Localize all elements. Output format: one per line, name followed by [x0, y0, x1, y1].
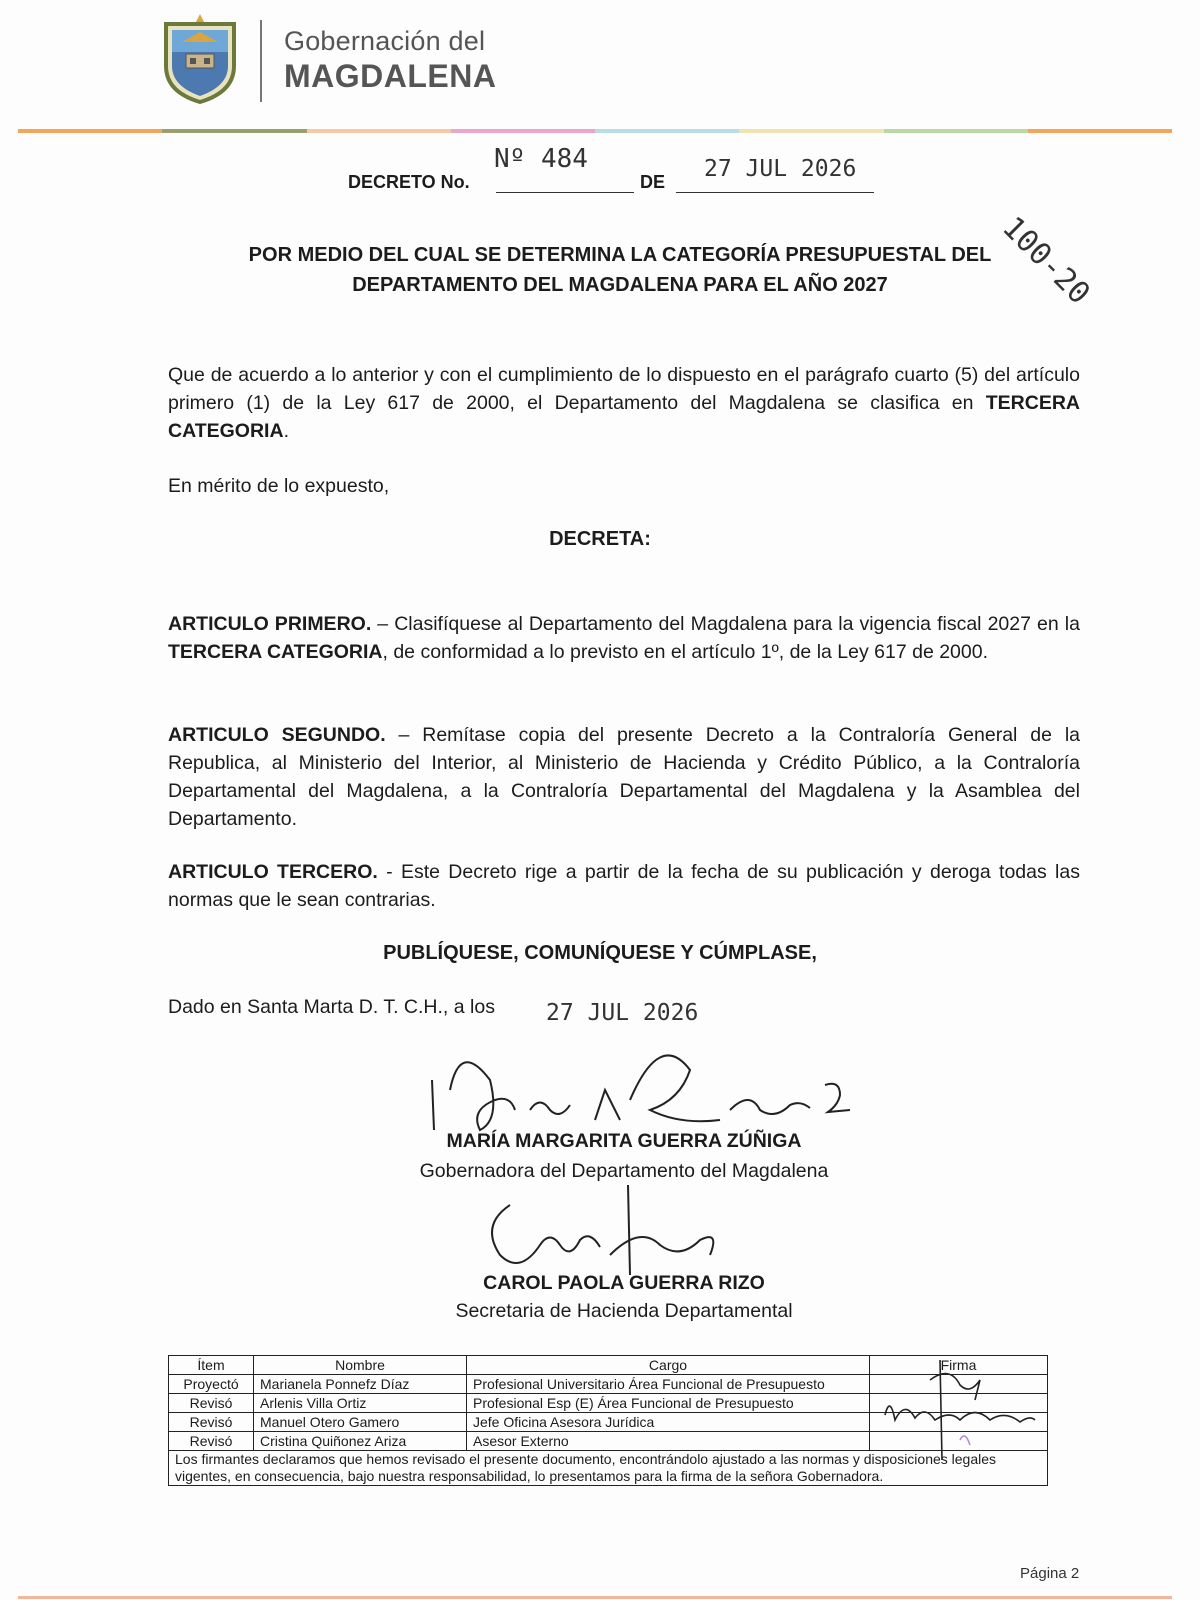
color-bar-segment: [739, 129, 883, 133]
page-number: Página 2: [1020, 1565, 1080, 1582]
decree-title-line1: POR MEDIO DEL CUAL SE DETERMINA LA CATEGORÍA PRESUPUESTAL DEL: [248, 244, 992, 266]
header-title-line2: MAGDALENA: [284, 58, 497, 94]
article-second-label: ARTICULO SEGUNDO.: [168, 724, 386, 746]
side-registry-stamp: 100-20: [995, 210, 1097, 312]
review-declaration: Los firmantes declaramos que hemos revisado el presente documento, encontrándolo ajustado a las normas y disposiciones legales vigentes, en consecuencia, bajo nuestra responsabilidad, lo presentamos para la firma de la señora Gobernadora.: [169, 1451, 1048, 1486]
article-third-label: ARTICULO TERCERO.: [168, 861, 378, 883]
header-name: Nombre: [254, 1356, 467, 1375]
row-name: Cristina Quiñonez Ariza: [254, 1432, 467, 1451]
row-name: Arlenis Villa Ortiz: [254, 1394, 467, 1413]
article-first: [168, 610, 1080, 666]
color-bar-segment: [595, 129, 739, 133]
governor-signature: [420, 1050, 880, 1140]
header-divider: [260, 20, 262, 102]
decree-date-stamp: 27 JUL 2026: [704, 156, 857, 182]
row-name: Manuel Otero Gamero: [254, 1413, 467, 1432]
color-bar-segment: [162, 129, 306, 133]
article-first-text1: – Clasifíquese al Departamento del Magdalena para la vigencia fiscal 2027 en la: [371, 613, 1080, 635]
article-third-text: - Este Decreto rige a partir de la fecha de su publicación y deroga todas las normas que le sean contrarias.: [168, 861, 1080, 911]
reviewer-signatures: [880, 1360, 1040, 1460]
secretary-role: Secretaria de Hacienda Departamental: [455, 1300, 793, 1322]
article-first-text2: , de conformidad a lo previsto en el artículo 1º, de la Ley 617 de 2000.: [382, 641, 989, 663]
article-first-bold: TERCERA CATEGORIA: [168, 641, 383, 663]
color-bar-segment: [307, 129, 451, 133]
color-bar-segment: [1028, 129, 1172, 133]
decreta-heading: DECRETA:: [549, 528, 651, 550]
footer-color-bar: [18, 1596, 1172, 1599]
considerando-text: Que de acuerdo a lo anterior y con el cumplimiento de lo dispuesto en el parágrafo cuarto (5) del artículo primero (1) de la Ley 617 de 2000, el Departamento del Magdalena se clasifica en: [168, 364, 1080, 414]
merito-paragraph: En mérito de lo expuesto,: [168, 475, 390, 497]
decree-number-stamp: Nº 484: [494, 144, 588, 174]
considerando-end: .: [283, 420, 289, 442]
header-item: Ítem: [169, 1356, 254, 1375]
row-item: Proyectó: [169, 1375, 254, 1394]
header-signature: Firma: [870, 1356, 1048, 1375]
row-position: Profesional Universitario Área Funcional de Presupuesto: [467, 1375, 870, 1394]
row-item: Revisó: [169, 1394, 254, 1413]
row-position: Asesor Externo: [467, 1432, 870, 1451]
decree-label: DECRETO No.: [348, 172, 470, 192]
article-second: [168, 721, 1080, 833]
row-position: Jefe Oficina Asesora Jurídica: [467, 1413, 870, 1432]
header-color-bar: [18, 129, 1172, 133]
decree-title: [200, 240, 1040, 300]
row-item: Revisó: [169, 1413, 254, 1432]
article-third: [168, 858, 1080, 914]
decree-number-underline: [496, 192, 634, 193]
row-position: Profesional Esp (E) Área Funcional de Presupuesto: [467, 1394, 870, 1413]
header-title-line1: Gobernación del: [284, 26, 486, 56]
considerando-paragraph: [168, 361, 1080, 445]
given-in-text: Dado en Santa Marta D. T. C.H., a los: [168, 996, 495, 1018]
considerando-bold: TERCERA CATEGORIA: [168, 392, 1080, 442]
header-position: Cargo: [467, 1356, 870, 1375]
governor-name: MARÍA MARGARITA GUERRA ZÚÑIGA: [446, 1130, 802, 1152]
decree-date-underline: [676, 192, 874, 193]
decree-de-label: DE: [640, 172, 666, 192]
article-second-text: – Remítase copia del presente Decreto a la Contraloría General de la Republica, al Ministerio del Interior, al Ministerio de Hacienda y Crédito Público, a la Contraloría Departamental del Magdalena, a la Contraloría Departamental del Magdalena y la Asamblea del Departamento.: [168, 724, 1080, 830]
department-coat-of-arms-logo: [160, 14, 240, 104]
row-item: Revisó: [169, 1432, 254, 1451]
color-bar-segment: [18, 129, 162, 133]
given-date-stamp: 27 JUL 2026: [546, 1000, 699, 1026]
decree-title-line2: DEPARTAMENTO DEL MAGDALENA PARA EL AÑO 2027: [352, 274, 888, 296]
closing-formula: PUBLÍQUESE, COMUNÍQUESE Y CÚMPLASE,: [383, 942, 817, 964]
row-name: Marianela Ponnefz Díaz: [254, 1375, 467, 1394]
governor-role: Gobernadora del Departamento del Magdalena: [419, 1160, 829, 1182]
color-bar-segment: [451, 129, 595, 133]
article-first-label: ARTICULO PRIMERO.: [168, 613, 372, 635]
secretary-name: CAROL PAOLA GUERRA RIZO: [483, 1272, 765, 1294]
color-bar-segment: [884, 129, 1028, 133]
